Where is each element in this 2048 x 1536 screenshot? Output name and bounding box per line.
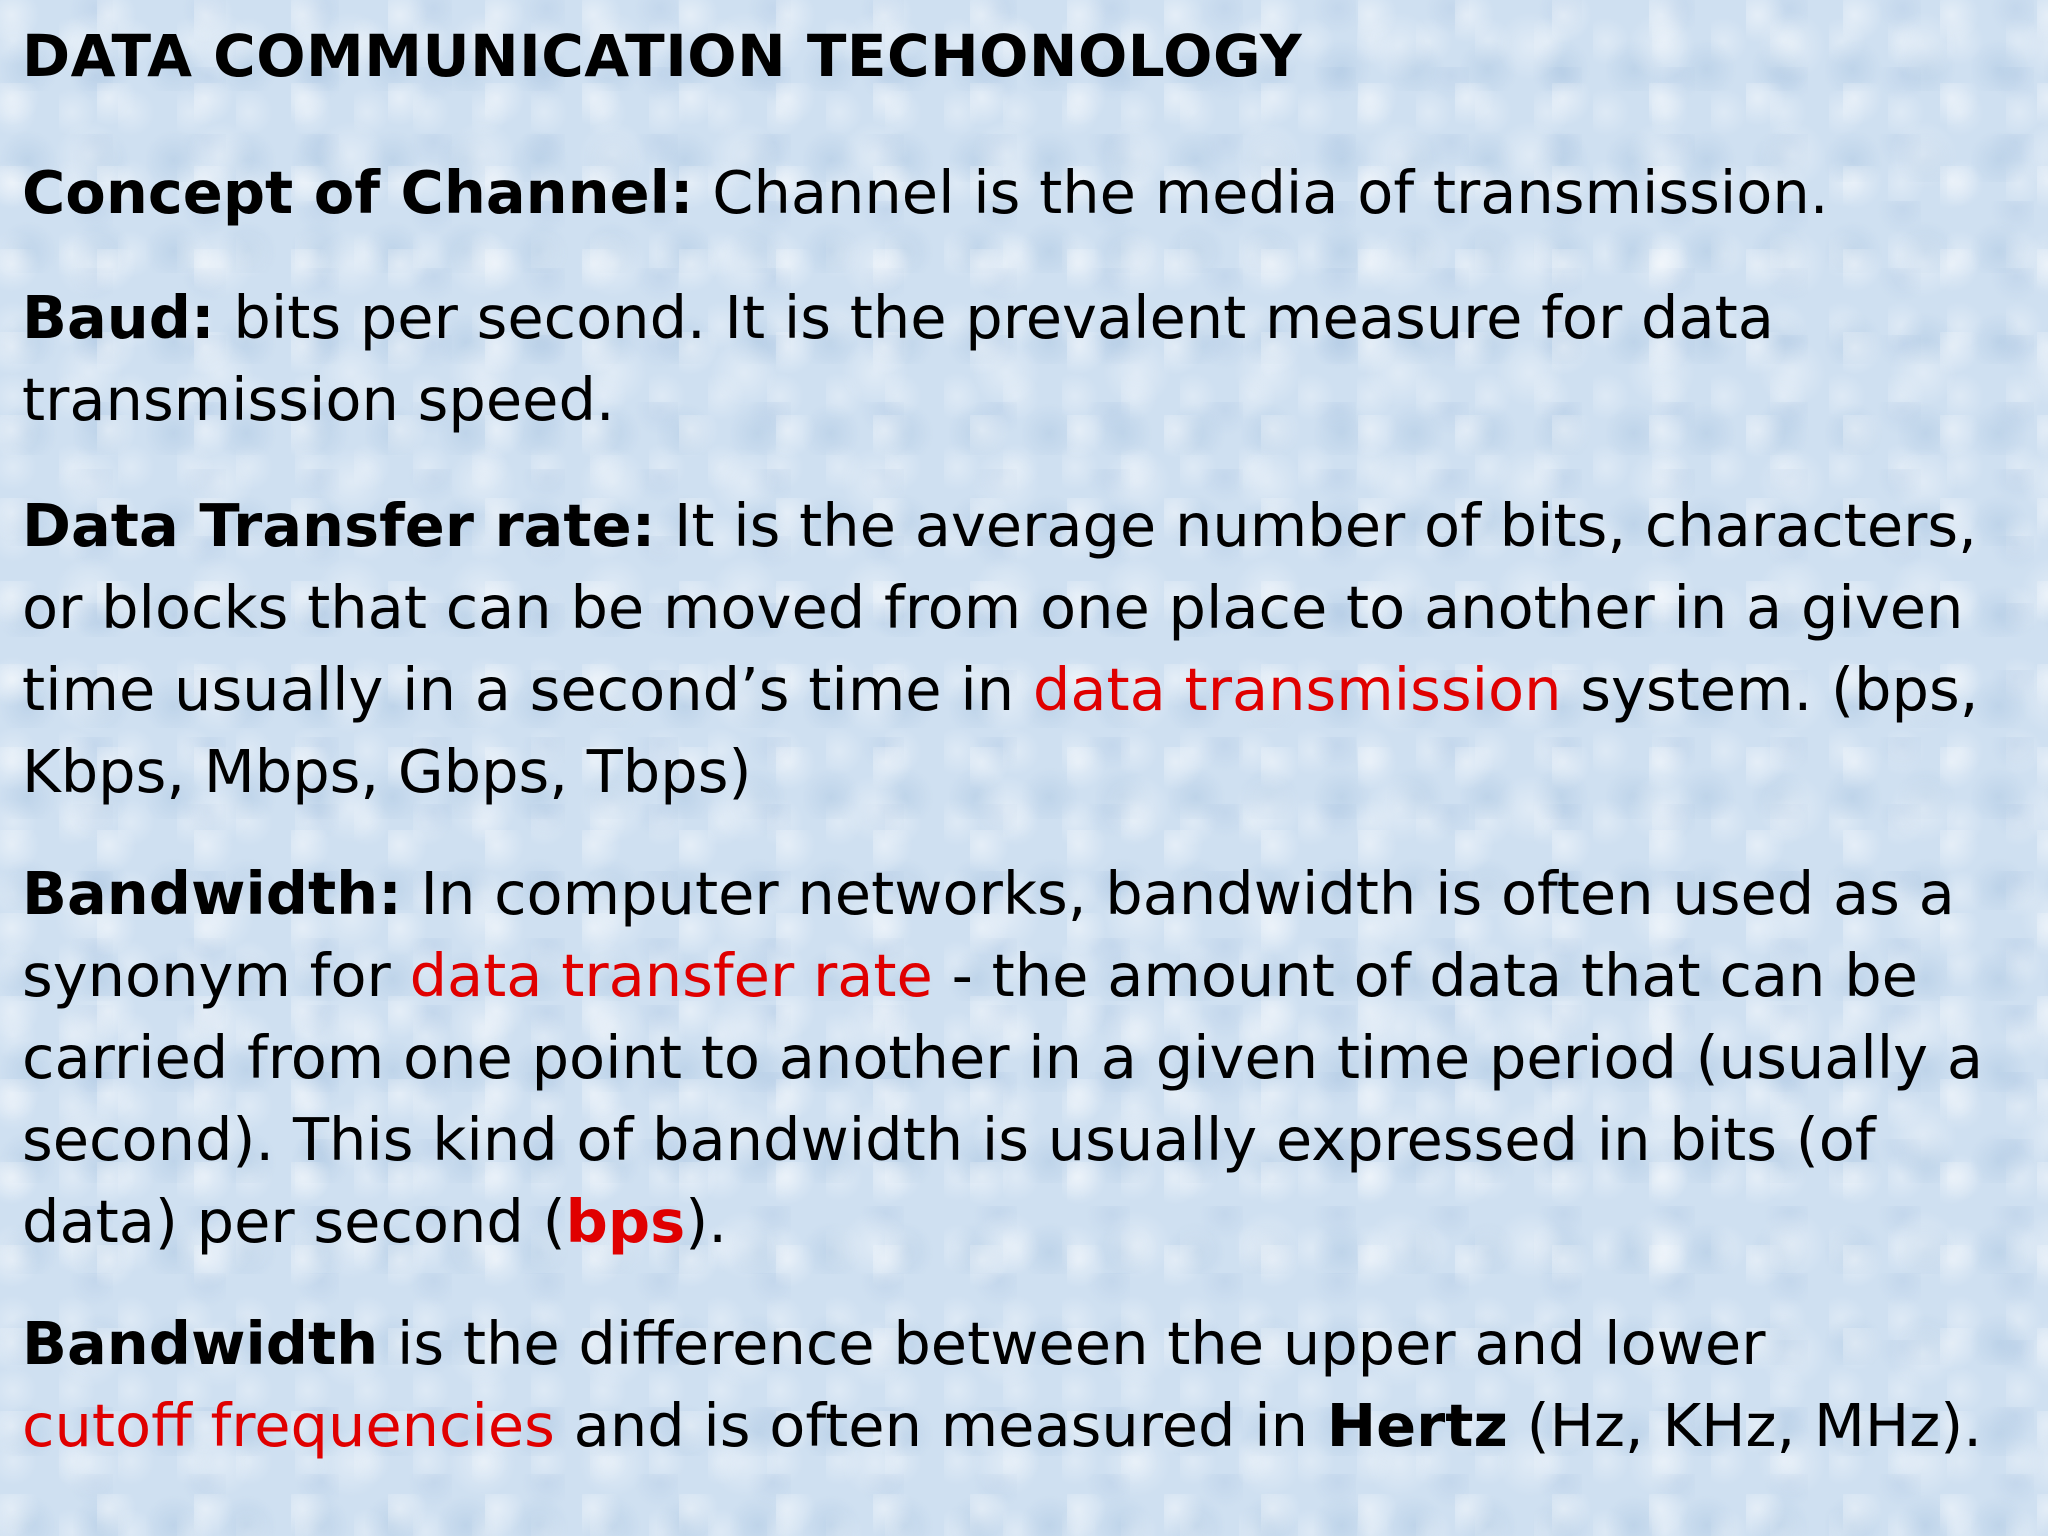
- transfer-rate-definition: [22, 485, 2022, 813]
- transfer-rate-text-1: It is the average number of bits, characters,: [655, 491, 1977, 560]
- baud-line-1: [22, 277, 2022, 359]
- bandwidth-rate-text-5b: ).: [685, 1187, 727, 1256]
- bandwidth-freq-line-1: [22, 1303, 2022, 1385]
- transfer-rate-term: Data Transfer rate:: [22, 491, 656, 560]
- data-transfer-rate-highlight: data transfer rate: [409, 941, 933, 1010]
- bandwidth-freq-text-2a: and is often measured in: [554, 1391, 1327, 1460]
- bandwidth-rate-line-4: second). This kind of bandwidth is usually expressed in bits (of: [22, 1105, 1876, 1174]
- bandwidth-rate-line-5: [22, 1181, 2022, 1263]
- baud-term: Baud:: [22, 283, 215, 352]
- bandwidth-rate-line-2: [22, 935, 2022, 1017]
- bandwidth-rate-term: Bandwidth:: [22, 859, 402, 928]
- channel-text: Channel is the media of transmission.: [693, 158, 1829, 227]
- bandwidth-rate-text-5a: data) per second (: [22, 1187, 566, 1256]
- slide-title: DATA COMMUNICATION TECHONOLOGY: [22, 22, 1303, 90]
- baud-text-1: bits per second. It is the prevalent measure for data: [214, 283, 1774, 352]
- bandwidth-freq-text-2b: (Hz, KHz, MHz).: [1507, 1391, 1982, 1460]
- bandwidth-rate-line-3: carried from one point to another in a given time period (usually a: [22, 1023, 1983, 1092]
- bandwidth-freq-line-2: [22, 1385, 2022, 1467]
- bandwidth-rate-text-1: In computer networks, bandwidth is often used as a: [401, 859, 1955, 928]
- bandwidth-freq-text-1: is the difference between the upper and lower: [378, 1309, 1766, 1378]
- baud-definition: [22, 277, 2022, 441]
- hertz-term: Hertz: [1326, 1391, 1508, 1460]
- bandwidth-rate-line-1: [22, 853, 2022, 935]
- transfer-rate-line-1: [22, 485, 2022, 567]
- cutoff-frequencies-highlight: cutoff frequencies: [22, 1391, 555, 1460]
- transfer-rate-text-3a: time usually in a second’s time in: [22, 655, 1033, 724]
- bandwidth-rate-definition: [22, 853, 2022, 1263]
- data-transmission-highlight: data transmission: [1032, 655, 1562, 724]
- transfer-rate-text-3b: system. (bps,: [1561, 655, 1979, 724]
- transfer-rate-line-4: Kbps, Mbps, Gbps, Tbps): [22, 737, 752, 806]
- bps-highlight: bps: [565, 1187, 686, 1256]
- channel-line-1: [22, 152, 2022, 234]
- bandwidth-rate-text-2b: - the amount of data that can be: [932, 941, 1918, 1010]
- bandwidth-frequency-definition: [22, 1303, 2022, 1467]
- channel-term: Concept of Channel:: [22, 158, 694, 227]
- channel-definition: [22, 152, 2022, 234]
- transfer-rate-line-2: or blocks that can be moved from one place to another in a given: [22, 573, 1964, 642]
- bandwidth-freq-term: Bandwidth: [22, 1309, 379, 1378]
- baud-line-2: transmission speed.: [22, 365, 615, 434]
- transfer-rate-line-3: [22, 649, 2022, 731]
- bandwidth-rate-text-2a: synonym for: [22, 941, 410, 1010]
